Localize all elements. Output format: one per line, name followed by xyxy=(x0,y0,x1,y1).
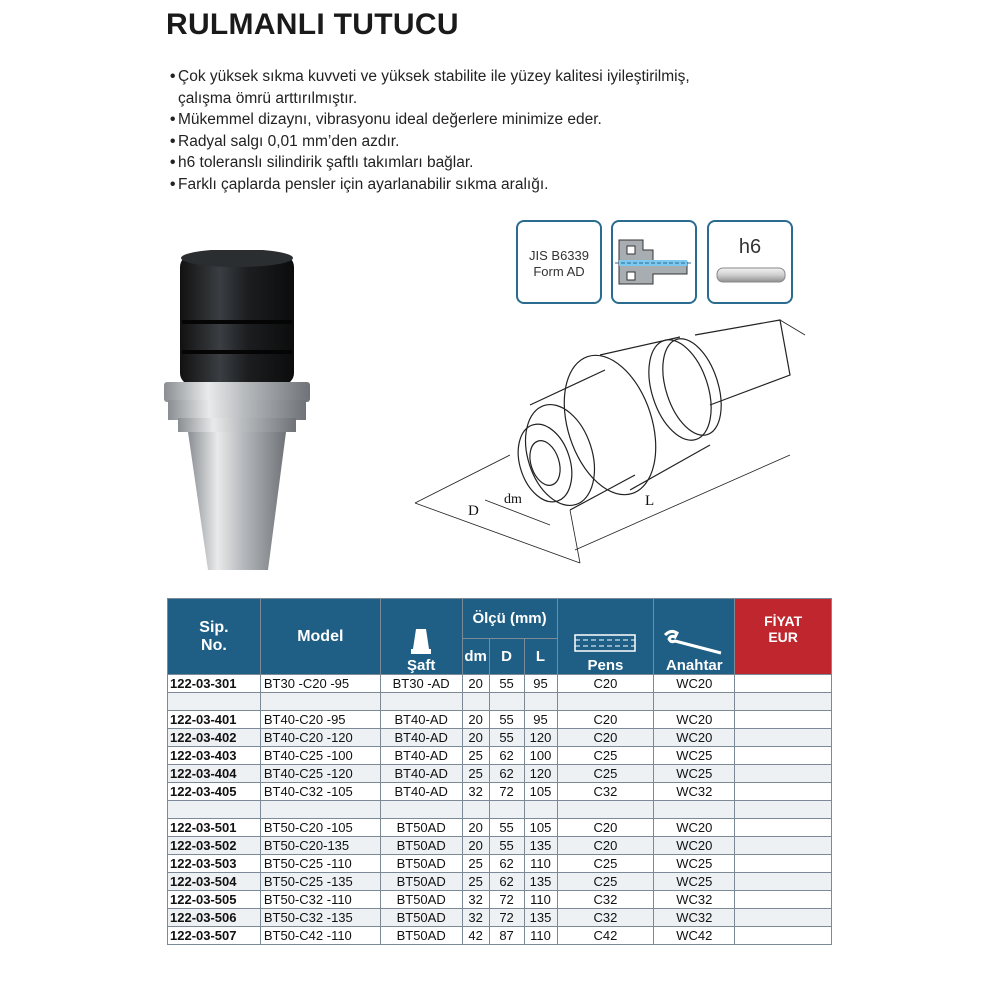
cell-pens xyxy=(557,801,654,819)
dimension-label-dm: dm xyxy=(504,492,522,507)
header-sip-no: Sip. No. xyxy=(168,599,261,675)
cell-anahtar xyxy=(654,801,735,819)
cell-d: 87 xyxy=(489,927,524,945)
cell-model: BT50-C20-135 xyxy=(260,837,380,855)
cell-model: BT40-C32 -105 xyxy=(260,783,380,801)
table-row xyxy=(168,693,832,711)
cell-saft: BT50AD xyxy=(380,927,462,945)
cell-l: 135 xyxy=(524,909,557,927)
cell-sip-no: 122-03-505 xyxy=(168,891,261,909)
cell-fiyat xyxy=(735,693,832,711)
cell-model: BT30 -C20 -95 xyxy=(260,675,380,693)
cell-model: BT50-C25 -135 xyxy=(260,873,380,891)
cell-saft: BT50AD xyxy=(380,855,462,873)
cell-l: 95 xyxy=(524,711,557,729)
header-anahtar: Anahtar xyxy=(654,599,735,675)
cell-pens: C20 xyxy=(557,819,654,837)
cell-l: 95 xyxy=(524,675,557,693)
cell-saft: BT30 -AD xyxy=(380,675,462,693)
table-row xyxy=(168,891,832,909)
cell-dm: 25 xyxy=(462,765,489,783)
table-row xyxy=(168,765,832,783)
cell-d: 72 xyxy=(489,783,524,801)
cell-sip-no: 122-03-502 xyxy=(168,837,261,855)
cell-l: 105 xyxy=(524,783,557,801)
header-l: L xyxy=(524,639,557,675)
cell-pens: C20 xyxy=(557,711,654,729)
cell-d: 55 xyxy=(489,711,524,729)
cell-fiyat xyxy=(735,765,832,783)
cell-model: BT50-C32 -135 xyxy=(260,909,380,927)
cell-d: 55 xyxy=(489,819,524,837)
h6-tolerance-icon: h6 xyxy=(707,220,793,304)
cell-fiyat xyxy=(735,855,832,873)
table-row xyxy=(168,747,832,765)
feature-item: • Farklı çaplarda pensler için ayarlanabilir sıkma aralığı. xyxy=(170,175,549,193)
cell-pens: C20 xyxy=(557,837,654,855)
cell-fiyat xyxy=(735,711,832,729)
cell-model: BT50-C25 -110 xyxy=(260,855,380,873)
cell-sip-no: 122-03-301 xyxy=(168,675,261,693)
cell-saft: BT50AD xyxy=(380,891,462,909)
cell-d: 72 xyxy=(489,891,524,909)
cell-sip-no: 122-03-507 xyxy=(168,927,261,945)
cell-sip-no: 122-03-504 xyxy=(168,873,261,891)
cell-saft: BT40-AD xyxy=(380,711,462,729)
cell-pens: C42 xyxy=(557,927,654,945)
cell-pens: C25 xyxy=(557,747,654,765)
cell-d: 72 xyxy=(489,909,524,927)
cell-anahtar: WC20 xyxy=(654,675,735,693)
cell-dm: 20 xyxy=(462,729,489,747)
cell-pens: C20 xyxy=(557,729,654,747)
cell-saft: BT40-AD xyxy=(380,729,462,747)
cell-fiyat xyxy=(735,927,832,945)
table-row xyxy=(168,837,832,855)
cell-model: BT50-C42 -110 xyxy=(260,927,380,945)
cell-anahtar: WC42 xyxy=(654,927,735,945)
cell-sip-no: 122-03-503 xyxy=(168,855,261,873)
cell-sip-no: 122-03-404 xyxy=(168,765,261,783)
cell-fiyat xyxy=(735,783,832,801)
cell-model: BT40-C20 -120 xyxy=(260,729,380,747)
cell-l: 105 xyxy=(524,819,557,837)
cell-saft: BT40-AD xyxy=(380,747,462,765)
cell-l: 135 xyxy=(524,837,557,855)
cell-saft: BT40-AD xyxy=(380,765,462,783)
cell-model xyxy=(260,801,380,819)
cell-sip-no: 122-03-402 xyxy=(168,729,261,747)
table-row xyxy=(168,783,832,801)
cell-d: 55 xyxy=(489,675,524,693)
cell-dm: 32 xyxy=(462,891,489,909)
cell-d: 62 xyxy=(489,765,524,783)
cell-anahtar: WC20 xyxy=(654,819,735,837)
cell-dm: 25 xyxy=(462,747,489,765)
shank-icon xyxy=(408,627,434,657)
cell-pens: C32 xyxy=(557,783,654,801)
feature-item: • Radyal salgı 0,01 mm’den azdır. xyxy=(170,132,400,150)
cell-model: BT40-C25 -120 xyxy=(260,765,380,783)
cell-pens: C20 xyxy=(557,675,654,693)
cell-anahtar: WC25 xyxy=(654,855,735,873)
feature-item: • Mükemmel dizaynı, vibrasyonu ideal değerlere minimize eder. xyxy=(170,111,602,128)
cell-saft: BT50AD xyxy=(380,873,462,891)
cell-l xyxy=(524,693,557,711)
cell-saft xyxy=(380,693,462,711)
cell-dm: 32 xyxy=(462,783,489,801)
header-olcu: Ölçü (mm) xyxy=(462,599,557,639)
cell-fiyat xyxy=(735,891,832,909)
cell-pens: C32 xyxy=(557,909,654,927)
cell-dm: 42 xyxy=(462,927,489,945)
cell-anahtar: WC32 xyxy=(654,909,735,927)
cell-sip-no xyxy=(168,801,261,819)
cell-pens: C25 xyxy=(557,765,654,783)
cell-fiyat xyxy=(735,837,832,855)
cell-dm: 20 xyxy=(462,819,489,837)
cell-saft: BT50AD xyxy=(380,909,462,927)
cell-dm xyxy=(462,693,489,711)
cell-saft: BT50AD xyxy=(380,837,462,855)
cell-dm xyxy=(462,801,489,819)
header-model: Model xyxy=(260,599,380,675)
cell-anahtar: WC20 xyxy=(654,711,735,729)
feature-item: • h6 toleranslı silindirik şaftlı takımları bağlar. xyxy=(170,154,474,171)
dimension-label-l: L xyxy=(645,493,655,509)
cell-sip-no: 122-03-403 xyxy=(168,747,261,765)
cell-dm: 25 xyxy=(462,855,489,873)
cell-sip-no xyxy=(168,693,261,711)
cell-sip-no: 122-03-501 xyxy=(168,819,261,837)
cell-l: 110 xyxy=(524,855,557,873)
cell-anahtar: WC25 xyxy=(654,765,735,783)
cell-sip-no: 122-03-401 xyxy=(168,711,261,729)
cell-pens xyxy=(557,693,654,711)
header-fiyat: FİYAT EUR xyxy=(735,599,832,675)
cell-model: BT40-C25 -100 xyxy=(260,747,380,765)
cell-sip-no: 122-03-506 xyxy=(168,909,261,927)
cell-l xyxy=(524,801,557,819)
cell-anahtar: WC25 xyxy=(654,747,735,765)
cell-saft: BT40-AD xyxy=(380,783,462,801)
spec-table xyxy=(167,598,832,945)
feature-item: • Çok yüksek sıkma kuvveti ve yüksek stabilite ile yüzey kalitesi iyileştirilmiş, çalışma ömrü arttırılmıştır. xyxy=(170,68,690,107)
cell-model: BT50-C32 -110 xyxy=(260,891,380,909)
table-row xyxy=(168,855,832,873)
jis-standard-icon: JIS B6339 Form AD xyxy=(516,220,602,304)
cell-d: 62 xyxy=(489,855,524,873)
cell-anahtar: WC32 xyxy=(654,783,735,801)
cell-l: 120 xyxy=(524,729,557,747)
cell-d: 55 xyxy=(489,837,524,855)
collet-icon xyxy=(573,629,637,657)
header-d: D xyxy=(489,639,524,675)
cell-fiyat xyxy=(735,747,832,765)
cell-dm: 20 xyxy=(462,837,489,855)
cell-sip-no: 122-03-405 xyxy=(168,783,261,801)
cell-model xyxy=(260,693,380,711)
cell-model: BT50-C20 -105 xyxy=(260,819,380,837)
cell-l: 100 xyxy=(524,747,557,765)
cell-d: 55 xyxy=(489,729,524,747)
table-row xyxy=(168,711,832,729)
cell-d xyxy=(489,693,524,711)
header-dm: dm xyxy=(462,639,489,675)
cell-fiyat xyxy=(735,675,832,693)
cell-dm: 25 xyxy=(462,873,489,891)
cell-d xyxy=(489,801,524,819)
table-row xyxy=(168,927,832,945)
cell-l: 110 xyxy=(524,927,557,945)
cell-fiyat xyxy=(735,729,832,747)
cell-saft xyxy=(380,801,462,819)
table-row xyxy=(168,873,832,891)
technical-drawing xyxy=(410,315,810,570)
cell-pens: C25 xyxy=(557,855,654,873)
feature-list xyxy=(170,66,870,195)
cell-dm: 32 xyxy=(462,909,489,927)
cell-fiyat xyxy=(735,909,832,927)
table-row xyxy=(168,909,832,927)
cell-anahtar xyxy=(654,693,735,711)
cell-l: 120 xyxy=(524,765,557,783)
coolant-form-ad-icon xyxy=(611,220,697,304)
table-row xyxy=(168,801,832,819)
cell-d: 62 xyxy=(489,873,524,891)
product-photo xyxy=(160,250,320,580)
cell-pens: C25 xyxy=(557,873,654,891)
cell-fiyat xyxy=(735,819,832,837)
cell-l: 110 xyxy=(524,891,557,909)
table-row xyxy=(168,675,832,693)
cell-saft: BT50AD xyxy=(380,819,462,837)
cell-l: 135 xyxy=(524,873,557,891)
table-row xyxy=(168,729,832,747)
wrench-icon xyxy=(661,627,727,657)
page-title: RULMANLI TUTUCU xyxy=(166,8,459,41)
cell-anahtar: WC20 xyxy=(654,837,735,855)
cell-fiyat xyxy=(735,873,832,891)
cell-fiyat xyxy=(735,801,832,819)
table-row xyxy=(168,819,832,837)
cell-dm: 20 xyxy=(462,675,489,693)
dimension-label-d: D xyxy=(468,503,479,519)
cell-d: 62 xyxy=(489,747,524,765)
cell-anahtar: WC20 xyxy=(654,729,735,747)
cell-pens: C32 xyxy=(557,891,654,909)
cell-dm: 20 xyxy=(462,711,489,729)
header-pens: Pens xyxy=(557,599,654,675)
cell-model: BT40-C20 -95 xyxy=(260,711,380,729)
cell-anahtar: WC25 xyxy=(654,873,735,891)
header-saft: Şaft xyxy=(380,599,462,675)
cell-anahtar: WC32 xyxy=(654,891,735,909)
